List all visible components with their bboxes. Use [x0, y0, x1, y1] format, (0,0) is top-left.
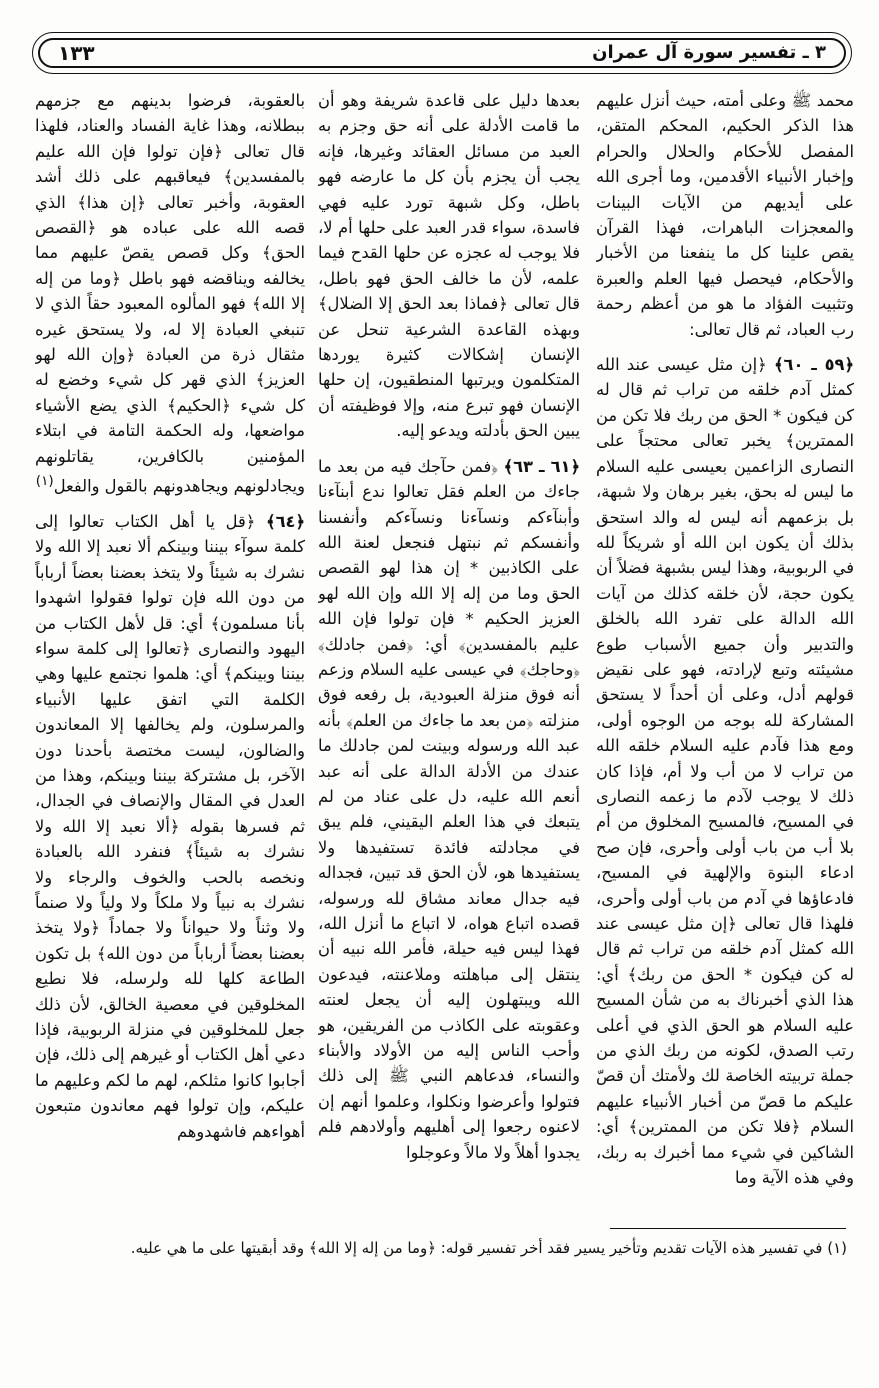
footnote: [50, 1237, 847, 1259]
verse-number: ﴿٥٩ ـ ٦٠﴾: [774, 355, 854, 375]
footnote-marker: (١): [827, 1239, 847, 1257]
paragraph: [35, 509, 305, 1144]
paragraph: [35, 88, 305, 499]
paragraph: [596, 352, 854, 1190]
column-left: [35, 88, 305, 1223]
running-header: [38, 38, 846, 68]
column-middle: [318, 88, 580, 1223]
verse-number: ﴿٦١ ـ ٦٣﴾: [503, 456, 580, 476]
paragraph: بعدها دليل على قاعدة شريفة وهو أن ما قامت الأدلة على أنه حق وجزم به العبد من مسائل العقائد وغيرها، فإنه يجب أن يجزم بأن كل ما عارضه فهو باطل، وكل شبهة تورد عليه فهي فاسدة، سواء قدر العبد على حلها أم لا، فلا يوجب له عجزه عن حلها القدح فيما علمه، لأن ما خالف الحق فهو باطل، قال تعالى ﴿فماذا بعد الحق إلا الضلال﴾ وبهذه القاعدة الشرعية تنحل عن الإنسان إشكالات كثيرة يوردها المتكلمون ويرتبها المنطقيون، إن حلها الإنسان فهو تبرع منه، وإلا فوظيفته أن يبين الحق بأدلته ويدعو إليه.: [318, 91, 580, 441]
paragraph-text: ﴿فمن حآجك فيه من بعد ما جاءك من العلم فقل تعالوا ندع أبنآءنا وأبنآءكم ونسآءنا ونسآءكم وأنفسنا وأنفسكم ثم نبتهل فنجعل لعنة الله على الكاذبين * إن هذا لهو القصص الحق وما من إله إلا الله وإن الله لهو العزيز الحكيم * فإن تولوا فإن الله عليم بالمفسدين﴾ أي: ﴿فمن جادلك﴾ ﴿وحاجك﴾ في عيسى عليه السلام وزعم أنه فوق منزلة العبودية، بل رفعه فوق منزلته ﴿من بعد ما جاءك من العلم﴾ بأنه عبد الله ورسوله وبينت لمن جادلك ما عندك من الأدلة الدالة على أنه عبد أنعم الله عليه، دل على عناد من لم يتبعك في هذا العلم اليقيني، فلم يبق في مجادلته فائدة تستفيدها ولا يستفيدها هو، لأن الحق قد تبين، فجداله فيه جدال معاند مشاق لله ورسوله، قصده اتباع هواه، لا اتباع ما أنزل الله، فهذا ليس فيه حيلة، فأمر الله نبيه أن ينتقل إلى مباهلته وملاعنته، فيدعون الله ويبتهلون إليه أن يجعل لعنته وعقوبته على الكاذب من الفريقين، هو وأحب الناس إليه من الأولاد والأبناء والنساء، فدعاهم النبي ﷺ إلى ذلك فتولوا وأعرضوا ونكلوا، وعلموا أنهم إن لاعنوه رجعوا إلى أهليهم وأولادهم فلم يجدوا أهلاً ولا مالاً وعوجلوا: [318, 456, 580, 1162]
verse-number: ﴿٦٤﴾: [266, 511, 305, 531]
footnote-divider: [610, 1228, 846, 1229]
paragraph: [318, 454, 580, 1165]
page-number: ١٣٣: [58, 41, 95, 65]
footnote-marker: (١): [35, 473, 54, 490]
paragraph: محمد ﷺ وعلى أمته، حيث أنزل عليهم هذا الذكر الحكيم، المحكم المتقن، المفصل للأحكام والحلال والحرام وإخبار الأنبياء الأقدمين، وما أجرى الله على أيديهم من الآيات البينات والمعجزات الباهرات، فهذا القرآن يقص علينا كل ما ينفعنا من الأخبار والأحكام، فيحصل فيها العلم والعبرة وتثبيت الفؤاد ما هو من أعظم رحمة رب العباد، ثم قال تعالى:: [596, 91, 854, 339]
paragraph-text: بالعقوبة، فرضوا بدينهم مع جزمهم ببطلانه، وهذا غاية الفساد والعناد، فلهذا قال تعالى ﴿فإن تولوا فإن الله عليم بالمفسدين﴾ فيعاقبهم على ذلك أشد العقوبة، وأخبر تعالى ﴿إن هذا﴾ الذي قصه الله على عباده هو ﴿القصص الحق﴾ وكل قصص يقصّ عليهم مما يخالفه ويناقضه فهو باطل ﴿وما من إله إلا الله﴾ فهو المألوه المعبود حقاً الذي لا تنبغي العبادة إلا له، ولا يستحق غيره مثقال ذرة من العبادة ﴿وإن الله لهو العزيز﴾ الذي قهر كل شيء وخضع له كل شيء ﴿الحكيم﴾ الذي يضع الأشياء مواضعها، وله الحكمة التامة في ابتلاء المؤمنين بالكافرين، يقاتلونهم ويجادلونهم ويجاهدونهم بالقول والفعل: [35, 91, 305, 496]
column-right: [596, 88, 854, 1223]
paragraph-text: ﴿إن مثل عيسى عند الله كمثل آدم خلقه من تراب ثم قال له كن فيكون * الحق من ربك فلا تكن من الممترين﴾ يخبر تعالى محتجاً على النصارى الزاعمين بعيسى عليه السلام ما ليس له بحق، بغير برهان ولا شبهة، بل بزعمهم أنه ليس له والد استحق بذلك أن يكون ابن الله أو شريكاً لله في الربوبية، وهذا ليس بشبهة فضلاً أن يكون حجة، لأن خلقه كذلك من آيات الله الدالة على تفرد الله بالخلق والتدبير وأن جميع الأسباب طوع مشيئته وتبع لإرادته، فهو على نقيض قولهم أدل، وعلى أن أحداً لا يستحق المشاركة لله بوجه من الوجوه أولى، ومع هذا فآدم عليه السلام خلقه الله من تراب لا من أب ولا أم، فإذا كان ذلك لا يوجب لآدم ما زعمه النصارى في المسيح، فالمسيح المخلوق من أم بلا أب من باب أولى وأحرى، فإن صح ادعاء البنوة والإلهية في المسيح، فادعاؤها في آدم من باب أولى وأحرى، فلهذا قال تعالى ﴿إن مثل عيسى عند الله كمثل آدم خلقه من تراب ثم قال له كن فيكون * الحق من ربك﴾ أي: هذا الذي أخبرناك به من شأن المسيح عليه السلام هو الحق الذي في أعلى رتب الصدق، لكونه من ربك الذي من جملة تربيته الخاصة لك ولأمتك أن قصّ عليكم ما قصّ من أخبار الأنبياء عليهم السلام ﴿فلا تكن من الممترين﴾ أي: الشاكين في شيء مما أخبرك به ربك، وفي هذه الآية وما: [596, 355, 854, 1188]
footnote-text: في تفسير هذه الآيات تقديم وتأخير يسير فقد أخر تفسير قوله: ﴿وما من إله إلا الله﴾ وقد أبقيتها على ما هي عليه.: [130, 1239, 823, 1257]
paragraph-text: ﴿قل يا أهل الكتاب تعالوا إلى كلمة سوآء بيننا وبينكم ألا نعبد إلا الله ولا نشرك به شيئاً ولا يتخذ بعضنا بعضاً أرباباً من دون الله فإن تولوا فقولوا اشهدوا بأنا مسلمون﴾ أي: قل لأهل الكتاب من اليهود والنصارى ﴿تعالوا إلى كلمة سواء بيننا وبينكم﴾ أي: هلموا نجتمع عليها وهي الكلمة التي اتفق عليها الأنبياء والمرسلون، ولم يخالفها إلا المعاندون والضالون، ليست مختصة بأحدنا دون الآخر، بل مشتركة بيننا وبينكم، وهذا من العدل في المقال والإنصاف في الجدال، ثم فسرها بقوله ﴿ألا نعبد إلا الله ولا نشرك به شيئاً﴾ فنفرد الله بالعبادة ونخصه بالحب والخوف والرجاء ولا نشرك به نبياً ولا ملكاً ولا ولياً ولا صنماً ولا وثناً ولا حيواناً ولا جماداً ﴿ولا يتخذ بعضنا بعضاً أرباباً من دون الله﴾ بل تكون الطاعة كلها لله ولرسله، فلا نطيع المخلوقين في معصية الخالق، لأن ذلك جعل للمخلوقين في منزلة الربوبية، فإذا دعي أهل الكتاب أو غيرهم إلى ذلك، فإن أجابوا كانوا مثلكم، لهم ما لكم وعليهم ما عليكم، وإن تولوا فهم معاندون متبعون أهواءهم فاشهدوهم: [35, 511, 305, 1141]
running-title: ٣ ـ تفسير سورة آل عمران: [592, 42, 826, 63]
